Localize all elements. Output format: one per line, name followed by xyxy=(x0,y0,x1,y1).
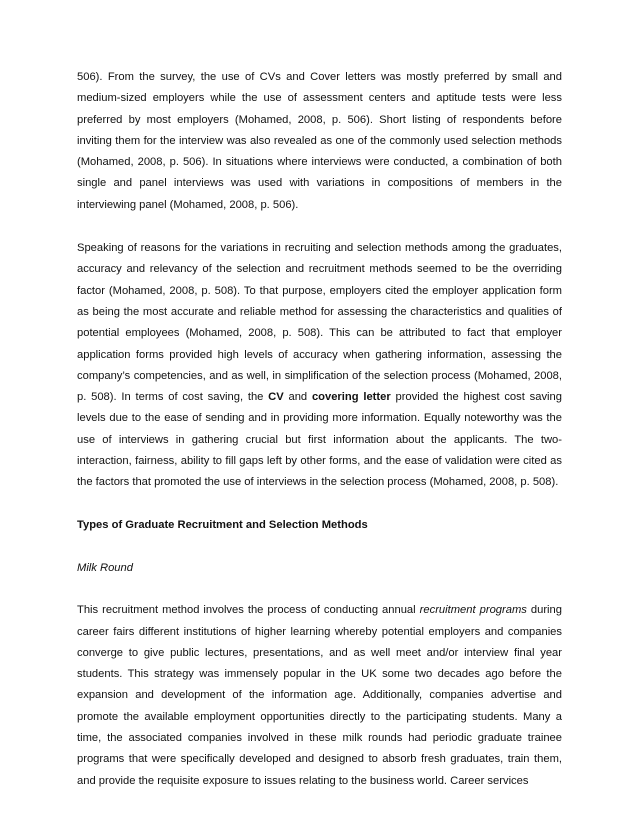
paragraph-text: provided the highest cost saving levels due to the ease of sending and in providing more information. Equally noteworthy was the use of interviews in gathering crucial but first information about the applicants. The two-interaction, fairness, ability to fill gaps left by other forms, and the ease of validation were cited as the factors that promoted the use of interviews in the selection process (Mohamed, 2008, p. 508). xyxy=(77,391,562,489)
paragraph-text: This recruitment method involves the process of conducting annual xyxy=(77,604,420,617)
bold-term-covering-letter: covering letter xyxy=(311,391,391,404)
section-heading: Types of Graduate Recruitment and Selection Methods xyxy=(77,518,368,531)
paragraph-text: during career fairs different institutions of higher learning whereby potential employers and companies converge to give public lectures, presentations, and as well meet and/or interview final year students. This strategy was immensely popular in the UK some two decades ago before the expansion and development of the information age. Additionally, companies advertise and promote the available employment opportunities directly to the participating students. Many a time, the associated companies involved in these milk rounds had periodic graduate trainee programs that were specifically developed and designed to absorb fresh graduates, train them, and provide the requisite exposure to issues relating to the business world. Career services xyxy=(77,604,562,787)
bold-term-cv: CV xyxy=(268,391,284,404)
italic-term: recruitment programs xyxy=(419,604,527,617)
paragraph-survey-results: 506). From the survey, the use of CVs and Cover letters was mostly preferred by small and medium-sized employers while the use of assessment centers and aptitude tests were less preferred by most employers (Mohamed, 2008, p. 506). Short listing of respondents before inviting them for the interview was also revealed as one of the commonly used selection methods (Mohamed, 2008, p. 506). In situations where interviews were conducted, a combination of both single and panel interviews was used with variations in compositions of members in the interviewing panel (Mohamed, 2008, p. 506). xyxy=(77,71,562,211)
paragraph-milk-round xyxy=(77,600,562,792)
paragraph-text: Speaking of reasons for the variations in recruiting and selection methods among the graduates, accuracy and relevancy of the selection and recruitment methods seemed to be the overriding factor (Mohamed, 2008, p. 508). To that purpose, employers cited the employer application form as being the most accurate and reliable method for assessing the characteristics and qualities of potential employees (Mohamed, 2008, p. 508). This can be attributed to fact that employer application forms provided high levels of accuracy when gathering information, assessing the company’s competencies, and as well, in simplification of the selection process (Mohamed, 2008, p. 508). In terms of cost saving, the xyxy=(77,242,562,404)
paragraph-reasons-variations xyxy=(77,238,562,494)
subsection-heading: Milk Round xyxy=(77,561,133,574)
document-body xyxy=(77,67,562,792)
paragraph-text: and xyxy=(283,391,312,404)
